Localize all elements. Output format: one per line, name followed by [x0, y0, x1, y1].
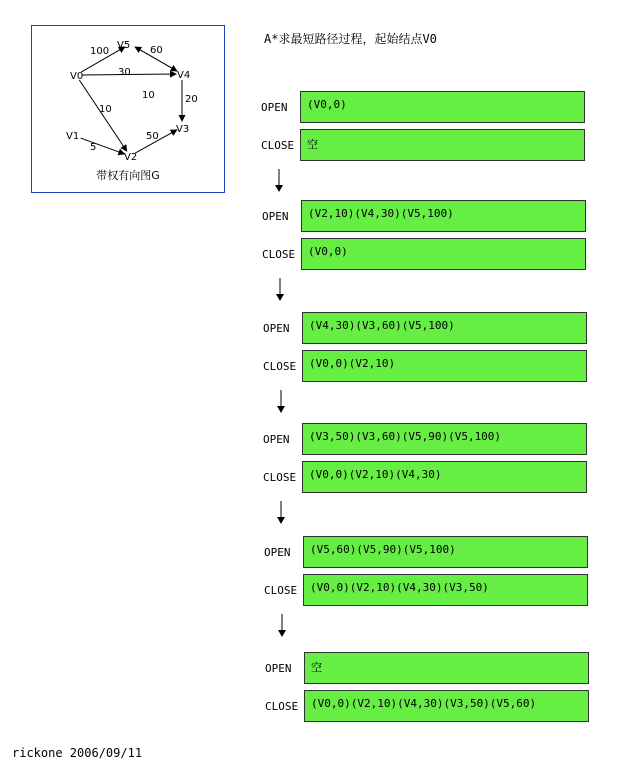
open-label: OPEN [261, 101, 288, 114]
close-label: CLOSE [261, 139, 295, 152]
open-label: OPEN [263, 433, 290, 446]
close-list-box: (V0,0)(V2,10)(V4,30)(V3,50)(V5,60) [304, 690, 589, 722]
edge-v1-v2 [81, 138, 125, 154]
close-label: CLOSE [263, 471, 297, 484]
open-list-box: (V2,10)(V4,30)(V5,100) [301, 200, 586, 232]
edge-weight-v4-v3: 20 [185, 94, 198, 105]
open-label: OPEN [265, 662, 292, 675]
page-title: A*求最短路径过程，起始结点V0 [264, 32, 437, 46]
author-date-footer: rickone 2006/09/11 [12, 746, 143, 760]
step-down-arrow-icon [275, 278, 285, 302]
step-down-arrow-icon [276, 390, 286, 414]
close-list-box: (V0,0) [301, 238, 586, 270]
edge-weight-v0-v4: 30 [118, 67, 131, 78]
edge-weight-v0-v5: 100 [90, 46, 110, 57]
node-v0: V0 [70, 71, 84, 82]
open-list-box: (V4,30)(V3,60)(V5,100) [302, 312, 587, 344]
open-label: OPEN [264, 546, 291, 559]
step-down-arrow-icon [277, 614, 287, 638]
open-list-box: 空 [304, 652, 589, 684]
graph-caption: 带权有向图G [96, 169, 160, 182]
node-v4: V4 [177, 70, 191, 81]
close-label: CLOSE [262, 248, 296, 261]
close-label: CLOSE [265, 700, 299, 713]
edge-weight-v4-v5: 10 [142, 90, 155, 101]
node-v2: V2 [124, 152, 138, 163]
open-list-box: (V3,50)(V3,60)(V5,90)(V5,100) [302, 423, 587, 455]
close-label: CLOSE [264, 584, 298, 597]
weighted-digraph-panel [31, 25, 225, 193]
close-list-box: 空 [300, 129, 585, 161]
edge-weight-v0-v2: 10 [99, 104, 112, 115]
open-list-box: (V5,60)(V5,90)(V5,100) [303, 536, 588, 568]
node-v3: V3 [176, 124, 190, 135]
close-list-box: (V0,0)(V2,10) [302, 350, 587, 382]
close-list-box: (V0,0)(V2,10)(V4,30) [302, 461, 587, 493]
edge-weight-v1-v2: 5 [90, 142, 97, 153]
close-list-box: (V0,0)(V2,10)(V4,30)(V3,50) [303, 574, 588, 606]
open-list-box: (V0,0) [300, 91, 585, 123]
edge-weight-v5-v4: 60 [150, 45, 163, 56]
open-label: OPEN [262, 210, 289, 223]
node-v1: V1 [66, 131, 80, 142]
node-v5: V5 [117, 40, 131, 51]
close-label: CLOSE [263, 360, 297, 373]
edge-weight-v2-v3: 50 [146, 131, 159, 142]
open-label: OPEN [263, 322, 290, 335]
step-down-arrow-icon [276, 501, 286, 525]
step-down-arrow-icon [274, 169, 284, 193]
